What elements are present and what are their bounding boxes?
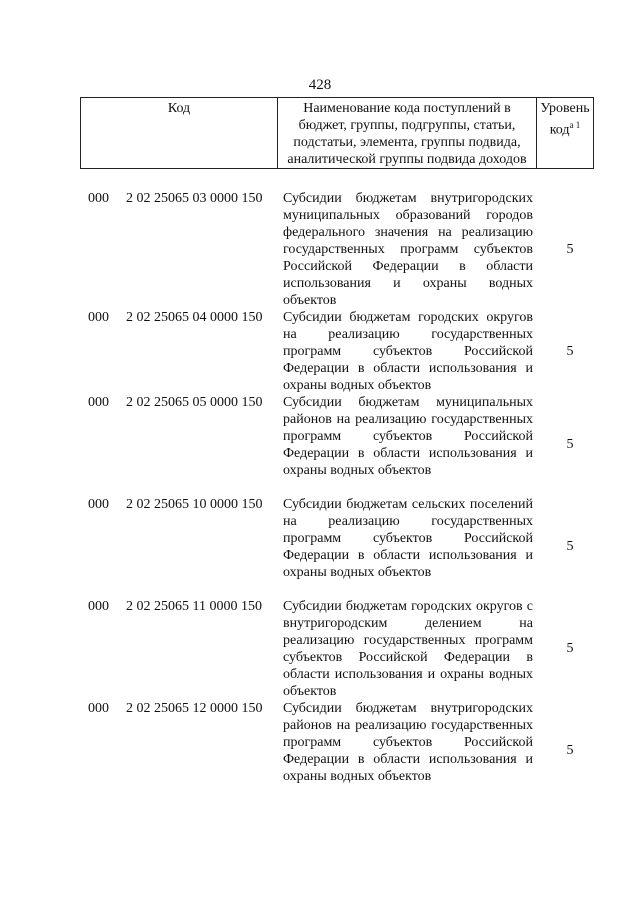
revenue-level: 5 [566,344,574,359]
revenue-name: Субсидии бюджетам муниципальных районов на реализацию государственных программ субъектов Российской Федерации в области использования и охраны водных объектов [283,395,533,478]
header-level-text: Уровень код [540,101,590,138]
revenue-level: 5 [566,437,574,452]
revenue-code: 2 02 25065 11 0000 150 [126,599,262,614]
revenue-name: Субсидии бюджетам городских округов на реализацию государственных программ субъектов Российской Федерации в области использования и охраны водных объектов [283,310,533,393]
revenue-code: 2 02 25065 12 0000 150 [126,701,263,716]
admin-code: 000 [88,497,109,512]
revenue-code: 2 02 25065 05 0000 150 [126,395,263,410]
revenue-code: 2 02 25065 04 0000 150 [126,310,263,325]
revenue-level: 5 [566,743,574,758]
revenue-name: Субсидии бюджетам сельских поселений на реализацию государственных программ субъектов Российской Федерации в области использования и охраны водных объектов [283,497,533,580]
revenue-code: 2 02 25065 03 0000 150 [126,191,263,206]
page-number: 428 [308,77,332,93]
header-code: Код [81,98,278,169]
revenue-name: Субсидии бюджетам внутригородских муниципальных образований городов федерального значения на реализацию государственных программ субъектов Российской Федерации в области использования и охраны водных объектов [283,191,533,308]
admin-code: 000 [88,191,109,206]
admin-code: 000 [88,701,109,716]
revenue-level: 5 [566,641,574,656]
admin-code: 000 [88,599,109,614]
admin-code: 000 [88,310,109,325]
revenue-code: 2 02 25065 10 0000 150 [126,497,263,512]
header-name: Наименование кода поступлений в бюджет, группы, подгруппы, статьи, подстатьи, элемента, группы подвида, аналитической группы подвида доходов [278,98,537,169]
revenue-level: 5 [566,539,574,554]
revenue-name: Субсидии бюджетам городских округов с внутригородским делением на реализацию государственных программ субъектов Российской Федерации в области использования и охраны водных объектов [283,599,533,699]
revenue-level: 5 [566,242,574,257]
revenue-name: Субсидии бюджетам внутригородских районов на реализацию государственных программ субъектов Российской Федерации в области использования и охраны водных объектов [283,701,533,784]
header-level-footnote: а 1 [569,120,581,130]
admin-code: 000 [88,395,109,410]
